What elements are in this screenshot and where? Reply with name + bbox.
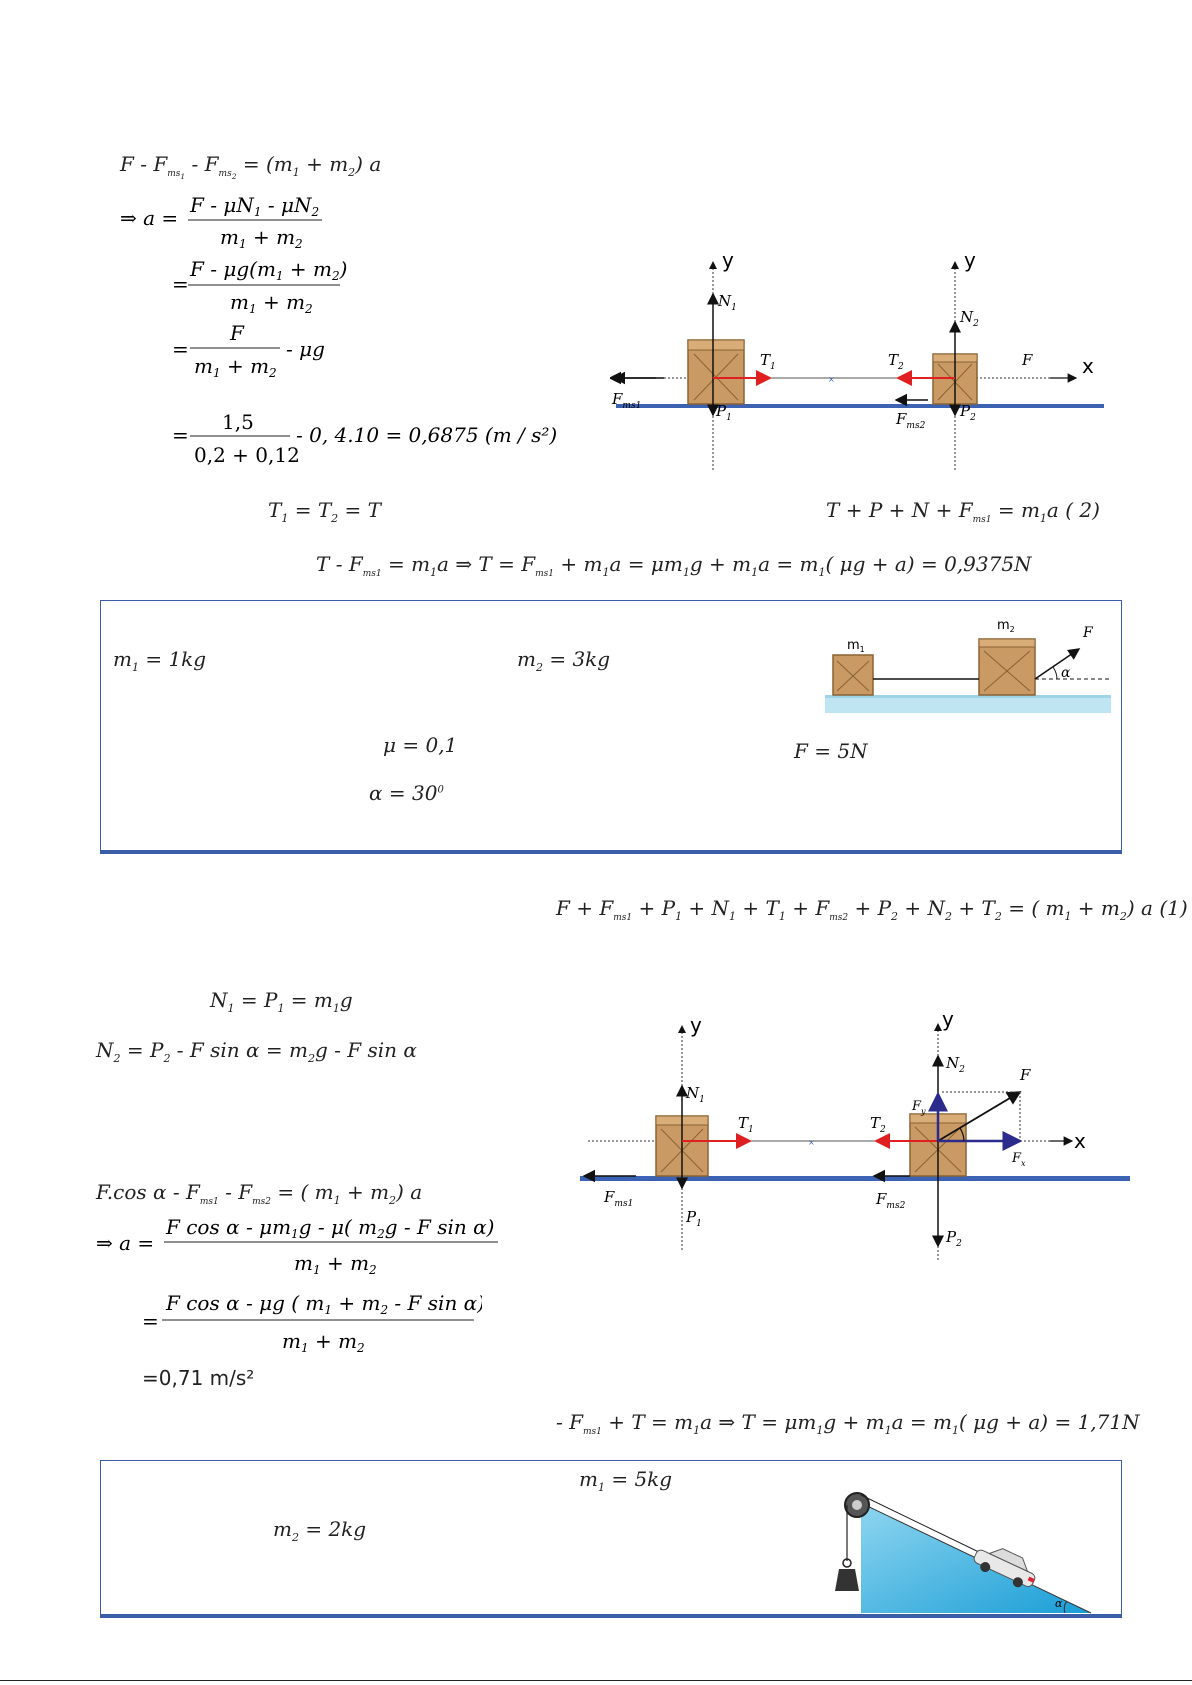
eq-tension-equal: $T_1 = T_2 = T$ [268, 498, 381, 525]
svg-text:⇒ a =: ⇒ a = [120, 206, 179, 230]
svg-text:F: F [230, 321, 244, 345]
svg-text:T1: $T_1$ [738, 1114, 754, 1135]
problem2-mu: μ = 0,1 [383, 733, 458, 757]
svg-text:m1 + m2: $m_1 + m_2$ [194, 354, 277, 380]
eq-accel2-step1 [96, 1214, 506, 1284]
svg-text:P1: $P_1$ [686, 1208, 702, 1229]
eq-tension-result-1: $T - F_{ms1} = m_1a$ ⇒ $T = F_{ms1} + m_1a = \mu m_1g + m_1a = m_1$( μg + a) = 0,9375N [316, 552, 1032, 579]
svg-text:Fms2: $F_{ms2}$ [896, 410, 926, 431]
eq-newton-1: $F - F_{ms_1} - F_{ms_2} = (m_1 + m_2)$ a [120, 152, 382, 181]
svg-text:- μg: - μg [286, 337, 325, 361]
eq-accel-result [172, 414, 572, 480]
figure-force-diagram-2 [580, 1010, 1140, 1264]
eq-accel2-result: =0,71 m/s² [142, 1366, 255, 1390]
svg-text:F cos α - μg ( m1 + m2 - F sin: F cos α - μg ( $m_1 + m_2 - F$ sin α) [166, 1291, 482, 1317]
svg-text:=: = [172, 423, 189, 447]
svg-text:N2: $N_2$ [960, 308, 979, 329]
page-footer-line [0, 1680, 1192, 1681]
svg-text:y: y [942, 1010, 954, 1031]
crate-1 [688, 340, 744, 404]
svg-text:F: F [1083, 625, 1093, 641]
figure-force-diagram-1 [610, 250, 1110, 474]
svg-text:Fms1: $F_{ms1}$ [612, 390, 642, 411]
svg-text:F - μg(m1 + m2): $F - \mu g(m_1 + m_2)$ [190, 257, 348, 283]
problem3-figure [821, 1481, 1111, 1619]
problem2-force: F = 5N [794, 739, 868, 763]
problem3-m1: $m_1 = 5kg$ [579, 1467, 673, 1494]
svg-text:×: × [828, 375, 835, 384]
svg-text:- 0, 4.10 = 0,6875 (m / s²): - 0, 4.10 = 0,6875 (m / s²) [296, 423, 558, 447]
svg-text:Fms1: $F_{ms1}$ [604, 1188, 634, 1209]
svg-text:T2: $T_2$ [870, 1114, 886, 1135]
eq-tension-result-2: - $F_{ms1} + T = m_1a$ ⇒ $T = \mu m_1g + m_1a = m_1$( μg + a) = 1,71N [556, 1410, 1140, 1437]
svg-text:0,2 + 0,12: 0,2 + 0,12 [194, 443, 300, 467]
svg-text:=: = [142, 1309, 159, 1333]
svg-text:P2: $P_2$ [960, 402, 976, 423]
eq-normal-2: $N_2 = P_2 - F$ $\sin \alpha = m_2g - F$ sin α [96, 1038, 417, 1065]
problem2-crate-m2 [979, 639, 1035, 695]
eq-block1-forces: $T + P + N + F_{ms1} = m_1a$ ( 2) [826, 498, 1100, 525]
svg-text:α: α [1061, 665, 1071, 681]
svg-text:N1: $N_1$ [686, 1084, 705, 1105]
problem2-alpha: $\alpha = 30^0$ [369, 781, 444, 805]
svg-text:T2: $T_2$ [888, 351, 904, 372]
eq-x-axis: F.cos α - $F_{ms1} - F_{ms2}$ = ( $m_1 + m_2$) a [96, 1180, 423, 1207]
eq-accel-step3 [172, 318, 342, 384]
svg-text:y: y [964, 250, 976, 272]
svg-text:Fms2: $F_{ms2}$ [876, 1190, 906, 1211]
eq-accel-step1 [120, 192, 340, 256]
svg-text:P1: $P_1$ [716, 402, 732, 423]
svg-text:m1: $m_1$ [847, 638, 865, 654]
svg-text:F: F [1022, 351, 1033, 369]
svg-text:=: = [172, 337, 189, 361]
svg-text:1,5: 1,5 [222, 414, 254, 434]
svg-text:×: × [808, 1138, 815, 1147]
svg-text:y: y [690, 1013, 702, 1037]
problem2-crate-m1 [833, 655, 873, 695]
problem-3-box [100, 1460, 1122, 1618]
svg-text:x: x [1074, 1129, 1086, 1153]
problem3-m2: $m_2 = 2kg$ [273, 1517, 367, 1544]
svg-text:Fy: $F_y$ [912, 1099, 926, 1116]
eq-accel-step2 [172, 256, 352, 320]
eq-normal-1: $N_1 = P_1 = m_1g$ [210, 988, 353, 1015]
svg-text:P2: $P_2$ [946, 1228, 962, 1249]
hanging-weight [835, 1559, 859, 1591]
svg-text:y: y [722, 250, 734, 272]
svg-text:m1 + m2: $m_1 + m_2$ [230, 290, 313, 316]
svg-text:=: = [172, 272, 189, 296]
svg-text:N1: $N_1$ [718, 292, 737, 313]
svg-text:x: x [1082, 354, 1094, 378]
svg-text:m1 + m2: $m_1 + m_2$ [220, 225, 303, 251]
svg-text:F - μN1 - μN2: F - $\mu N_1 - \mu N_2$ [190, 193, 320, 219]
problem2-m1: $m_1 = 1kg$ [113, 647, 207, 674]
svg-text:m2: $m_2$ [997, 618, 1015, 634]
svg-text:Fx: $F_x$ [1012, 1151, 1026, 1168]
problem-2-box [100, 600, 1122, 854]
svg-text:T1: $T_1$ [760, 351, 776, 372]
svg-text:F cos α - μm1g - μ( m2g - F si: F cos α - $\mu m_1g - \mu$( $m_2g$ - F sin α) [166, 1215, 495, 1241]
svg-text:F: F [1020, 1066, 1031, 1084]
problem2-m2: $m_2 = 3kg$ [517, 647, 611, 674]
problem2-figure [821, 609, 1111, 719]
svg-text:N2: $N_2$ [946, 1054, 965, 1075]
eq-newton-vector: $F + F_{ms1} + P_1 + N_1 + T_1 + F_{ms2} + P_2 + N_2 + T_2$ = ( $m_1 + m_2$) a (1) [556, 896, 1188, 923]
force-fms1-fig1 [590, 370, 670, 424]
svg-text:⇒ a =: ⇒ a = [96, 1231, 155, 1255]
eq-accel2-step2 [142, 1290, 482, 1360]
svg-text:α: α [1055, 1597, 1063, 1610]
svg-text:m1 + m2: $m_1 + m_2$ [282, 1329, 365, 1355]
svg-text:m1 + m2: $m_1 + m_2$ [294, 1251, 377, 1277]
